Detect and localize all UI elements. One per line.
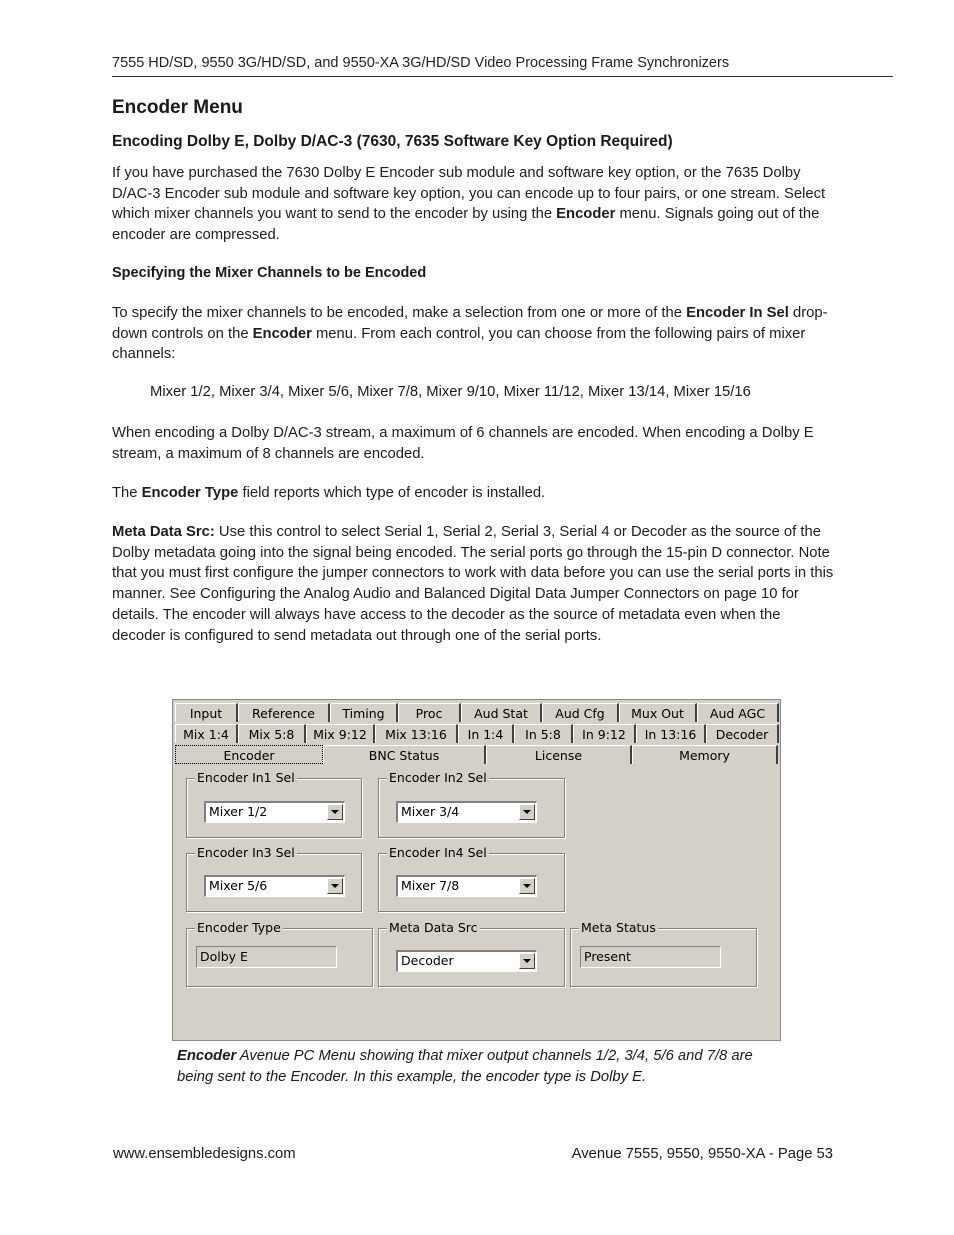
- meta-status-group: [570, 920, 757, 987]
- intro-text-b: menu. Signals going out of the encoder are compressed.: [112, 206, 820, 244]
- meta-bold: Meta Data Src:: [112, 524, 215, 540]
- meta-status-value: Present: [580, 946, 721, 968]
- tab-proc[interactable]: Proc: [398, 703, 461, 722]
- figure-caption: [177, 1046, 777, 1087]
- encoder-type-paragraph: [112, 483, 836, 504]
- encoder-menu-screenshot: [172, 699, 781, 1041]
- specify-text-a: To specify the mixer channels to be encoded, make a selection from one or more of the: [112, 305, 687, 321]
- encoder-in4-group: [378, 845, 565, 912]
- encoder-in4-value: Mixer 7/8: [401, 878, 460, 893]
- tab-mix-5-8[interactable]: Mix 5:8: [238, 724, 306, 743]
- tab-aud-stat[interactable]: Aud Stat: [461, 703, 542, 722]
- encoder-in2-label: Encoder In2 Sel: [389, 770, 487, 785]
- encoder-in1-label: Encoder In1 Sel: [197, 770, 295, 785]
- caption-bold: Encoder: [177, 1048, 237, 1064]
- channels-paragraph: When encoding a Dolby D/AC-3 stream, a maximum of 6 channels are encoded. When encoding a Dolby E stream, a maximum of 8 channels are encoded.: [112, 425, 814, 462]
- tab-memory[interactable]: Memory: [632, 745, 778, 764]
- encoder-in1-value: Mixer 1/2: [209, 804, 268, 819]
- etype-text-b: field reports which type of encoder is installed.: [238, 485, 546, 501]
- meta-status-label: Meta Status: [581, 920, 656, 935]
- meta-text: Use this control to select Serial 1, Serial 2, Serial 3, Serial 4 or Decoder as the source of the Dolby metadata going into the signal being encoded. The serial ports go through the 15-pin D connector. Note that you must first configure the jumper connectors to work with data before you can use the serial ports in this manner. See Configuring the Analog Audio and Balanced Digital Data Jumper Connectors on page 10 for details. The encoder will always have access to the decoder as the source of metadata even when the decoder is configured to send metadata out through one of the serial ports.: [112, 524, 834, 644]
- tab-timing[interactable]: Timing: [330, 703, 398, 722]
- encoder-in3-select[interactable]: [204, 875, 345, 897]
- intro-text-a: If you have purchased the 7630 Dolby E Encoder sub module and software key option, or the 7635 Dolby D/AC-3 Encoder sub module and software key option, you can encode up to four pairs, or one stream. Select which mixer channels you want to send to the encoder by using the: [112, 165, 826, 223]
- header-rule: [112, 76, 893, 77]
- footer-website: www.ensembledesigns.com: [113, 1146, 296, 1162]
- specify-bold-a: Encoder In Sel: [686, 305, 789, 321]
- tab-mux-out[interactable]: Mux Out: [619, 703, 697, 722]
- encoder-in1-select[interactable]: [204, 801, 345, 823]
- section-title: Encoder Menu: [112, 97, 243, 118]
- tab-row-2: [175, 724, 779, 744]
- encoder-in2-group: [378, 770, 565, 838]
- tab-mix-13-16[interactable]: Mix 13:16: [375, 724, 458, 743]
- tab-input[interactable]: Input: [175, 703, 238, 722]
- etype-bold: Encoder Type: [141, 485, 239, 501]
- specify-bold-b: Encoder: [252, 325, 312, 342]
- encoder-in2-value: Mixer 3/4: [401, 804, 460, 819]
- meta-data-src-select[interactable]: [396, 950, 537, 972]
- meta-data-src-label: Meta Data Src: [389, 920, 478, 935]
- meta-paragraph: [112, 522, 836, 646]
- tab-mix-9-12[interactable]: Mix 9:12: [306, 724, 375, 743]
- encoder-in4-label: Encoder In4 Sel: [389, 845, 487, 860]
- chevron-down-icon[interactable]: [519, 878, 535, 894]
- footer-page-number: Avenue 7555, 9550, 9550-XA - Page 53: [571, 1146, 833, 1162]
- tab-reference[interactable]: Reference: [238, 703, 330, 722]
- chevron-down-icon[interactable]: [519, 953, 535, 969]
- specify-text-c: menu. From each control, you can choose from the following pairs of mixer channels:: [112, 325, 806, 363]
- encoder-in2-select[interactable]: [396, 801, 537, 823]
- tab-license[interactable]: License: [486, 745, 632, 764]
- encoder-in4-select[interactable]: [396, 875, 537, 897]
- encoder-in3-label: Encoder In3 Sel: [197, 845, 295, 860]
- chevron-down-icon[interactable]: [519, 804, 535, 820]
- encoder-in3-value: Mixer 5/6: [209, 878, 268, 893]
- tab-in-9-12[interactable]: In 9:12: [573, 724, 636, 743]
- meta-data-src-value: Decoder: [401, 953, 454, 968]
- tab-row-3: [175, 745, 778, 765]
- tab-row-1: [175, 703, 779, 723]
- encoder-in3-group: [186, 845, 362, 912]
- chevron-down-icon[interactable]: [327, 804, 343, 820]
- encoder-in1-group: [186, 770, 362, 838]
- specify-text-b: drop-down controls on the: [112, 305, 828, 342]
- tab-encoder[interactable]: Encoder: [175, 745, 323, 764]
- etype-text-a: The: [112, 485, 142, 501]
- specifying-title: Specifying the Mixer Channels to be Encoded: [112, 265, 427, 281]
- caption-text: Avenue PC Menu showing that mixer output channels 1/2, 3/4, 5/6 and 7/8 are being sent to the Encoder. In this example, the encoder type is Dolby E.: [177, 1048, 753, 1085]
- tab-in-13-16[interactable]: In 13:16: [636, 724, 706, 743]
- encoder-type-value: Dolby E: [196, 946, 337, 968]
- chevron-down-icon[interactable]: [327, 878, 343, 894]
- tab-in-5-8[interactable]: In 5:8: [514, 724, 573, 743]
- mixer-list: Mixer 1/2, Mixer 3/4, Mixer 5/6, Mixer 7/8, Mixer 9/10, Mixer 11/12, Mixer 13/14, Mixer 15/16: [150, 384, 751, 400]
- subsection-title: Encoding Dolby E, Dolby D/AC-3 (7630, 7635 Software Key Option Required): [112, 133, 673, 150]
- tab-bnc-status[interactable]: BNC Status: [323, 745, 486, 764]
- tab-in-1-4[interactable]: In 1:4: [458, 724, 514, 743]
- running-header: 7555 HD/SD, 9550 3G/HD/SD, and 9550-XA 3G/HD/SD Video Processing Frame Synchronizers: [112, 55, 730, 71]
- tab-aud-cfg[interactable]: Aud Cfg: [542, 703, 619, 722]
- meta-data-src-group: [378, 920, 565, 987]
- intro-paragraph: [112, 163, 836, 246]
- tab-decoder[interactable]: Decoder: [706, 724, 779, 743]
- tab-aud-agc[interactable]: Aud AGC: [697, 703, 779, 722]
- encoder-type-group: [186, 920, 373, 987]
- tab-mix-1-4[interactable]: Mix 1:4: [175, 724, 238, 743]
- intro-bold: Encoder: [556, 206, 616, 223]
- specify-paragraph: [112, 303, 836, 365]
- encoder-type-label: Encoder Type: [197, 920, 281, 935]
